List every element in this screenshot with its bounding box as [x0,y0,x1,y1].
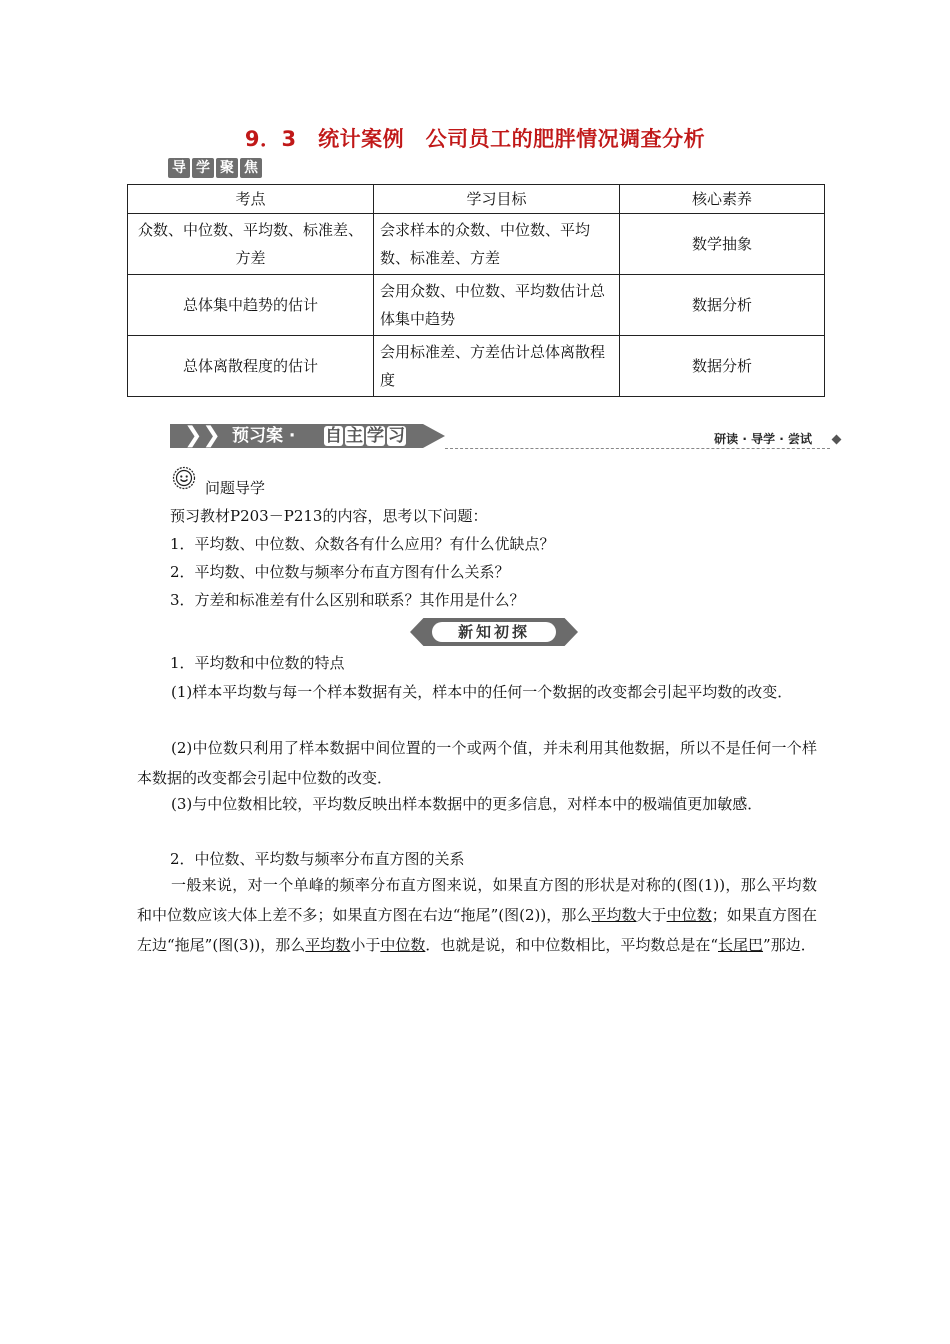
banner-tag-char: 学 [367,426,384,446]
table-cell: 数据分析 [620,336,825,397]
underlined-answer: 平均数 [305,936,351,954]
table-cell: 会用标准差、方差估计总体离散程度 [374,336,620,397]
banner-right-label: 研读 · 导学 · 尝试 [714,432,812,446]
banner-tag-char: 主 [346,426,363,446]
table-row [128,336,825,397]
tag-char: 学 [192,158,214,178]
section1-heading: 1．平均数和中位数的特点 [170,654,345,672]
table-header: 学习目标 [374,185,620,214]
xinzhi-chutan-label [410,618,578,646]
section-tag-daoxuejujiao [168,158,262,178]
question-item: 2．平均数、中位数与频率分布直方图有什么关系？ [170,563,510,581]
section1-paragraph-1: (1)样本平均数与每一个样本数据有关，样本中的任何一个数据的改变都会引起平均数的改变． [171,683,793,701]
table-row [128,214,825,275]
table-header: 考点 [128,185,374,214]
section1-paragraph-3: (3)与中位数相比较，平均数反映出样本数据中的更多信息，对样本中的极端值更加敏感． [171,795,763,813]
banner-label: 预习案 · [232,426,296,446]
question-item: 1．平均数、中位数、众数各有什么应用？有什么优缺点？ [170,535,555,553]
preview-banner [170,422,842,452]
question-item: 3．方差和标准差有什么区别和联系？其作用是什么？ [170,591,525,609]
tag-char: 焦 [240,158,262,178]
section2-heading: 2．中位数、平均数与频率分布直方图的关系 [170,850,465,868]
table-cell: 众数、中位数、平均数、标准差、方差 [128,214,374,275]
underlined-answer: 中位数 [666,906,712,924]
label-text: 新知初探 [432,622,556,642]
table-cell: 总体集中趋势的估计 [128,275,374,336]
table-row [128,275,825,336]
banner-tag-char: 自 [325,426,342,446]
table-cell: 数据分析 [620,275,825,336]
wenti-intro: 预习教材P203－P213的内容，思考以下问题： [170,507,488,525]
table-header: 核心素养 [620,185,825,214]
section2-paragraph: 一般来说，对一个单峰的频率分布直方图来说，如果直方图的形状是对称的(图(1))，那么平均数和中位数应该大体上差不多；如果直方图在右边“拖尾”(图(2))，那么平均数大于中位数；如果直方图在左边“拖尾”(图(3))，那么平均数小于中位数．也就是说，和中位数相比，平均数总是在“长尾巴”那边． [137,876,817,954]
underlined-answer: 平均数 [591,906,637,924]
learning-goals-table [127,184,825,397]
table-cell: 会用众数、中位数、平均数估计总体集中趋势 [374,275,620,336]
banner-tag-char: 习 [388,426,405,446]
section1-paragraph-2: (2)中位数只利用了样本数据中间位置的一个或两个值，并未利用其他数据，所以不是任何一个样本数据的改变都会引起中位数的改变． [137,739,817,787]
table-cell: 数学抽象 [620,214,825,275]
table-header-row [128,185,825,214]
diamond-icon [832,435,842,445]
tag-char: 聚 [216,158,238,178]
table-cell: 会求样本的众数、中位数、平均数、标准差、方差 [374,214,620,275]
page-title: 9．3 统计案例 公司员工的肥胖情况调查分析 [244,127,706,151]
chevron-right-icon: ❯❯ [184,423,221,448]
table-cell: 总体离散程度的估计 [128,336,374,397]
wenti-heading: 问题导学 [205,479,266,497]
underlined-answer: 长尾巴 [718,936,764,954]
tag-char: 导 [168,158,190,178]
banner-divider [445,448,830,449]
smiley-icon [172,466,196,490]
underlined-answer: 中位数 [380,936,426,954]
banner-tag [324,424,408,448]
